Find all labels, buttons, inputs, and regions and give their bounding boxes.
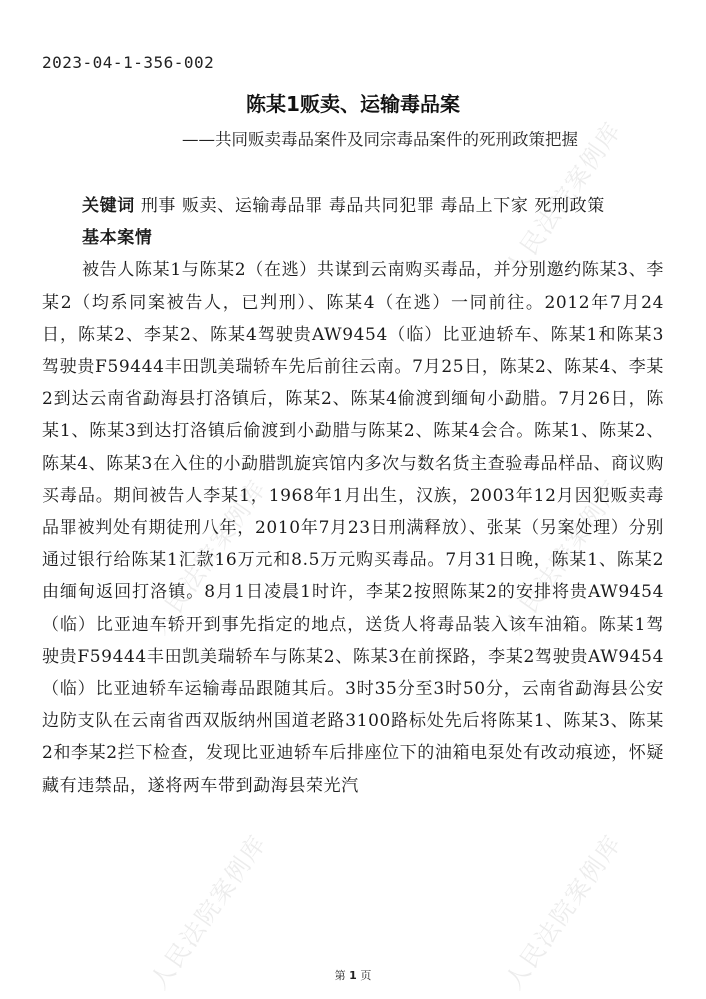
case-paragraph: 被告人陈某1与陈某2（在逃）共谋到云南购买毒品，并分别邀约陈某3、李某2（均系同案被告人，已判刑）、陈某4（在逃）一同前往。2012年7月24日，陈某2、李某2、陈某4驾驶贵AW9454（临）比亚迪轿车、陈某1和陈某3驾驶贵F59444丰田凯美瑞轿车先后前往云南。7月25日，陈某2、陈某4、李某2到达云南省勐海县打洛镇后，陈某2、陈某4偷渡到缅甸小勐腊。7月26日，陈某1、陈某3到达打洛镇后偷渡到小勐腊与陈某2、陈某4会合。陈某1、陈某2、陈某4、陈某3在入住的小勐腊凯旋宾馆内多次与数名货主查验毒品样品、商议购买毒品。期间被告人李某1，1968年1月出生，汉族，2003年12月因犯贩卖毒品罪被判处有期徒刑八年，2010年7月23日刑满释放）、张某（另案处理）分别通过银行给陈某1汇款16万元和8.5万元购买毒品。7月31日晚，陈某1、陈某2由缅甸返回打洛镇。8月1日凌晨1时许，李某2按照陈某2的安排将贵AW9454（临）比亚迪车轿开到事先指定的地点，送货人将毒品装入该车油箱。陈某1驾驶贵F59444丰田凯美瑞轿车与陈某2、陈某3在前探路，李某2驾驶贵AW9454（临）比亚迪轿车运输毒品跟随其后。3时35分至3时50分，云南省勐海县公安边防支队在云南省西双版纳州国道老路3100路标处先后将陈某1、陈某3、陈某2和李某2拦下检查，发现比亚迪轿车后排座位下的油箱电泵处有改动痕迹，怀疑藏有违禁品，遂将两车带到勐海县荣光汽 [42,260,664,796]
page-number: 1 [349,969,357,982]
keywords-label: 关键词 [82,196,135,216]
watermark: 人民法院案例库 [499,116,628,282]
footer-prefix: 第 [334,969,350,982]
keywords-text: 刑事 贩卖、运输毒品罪 毒品共同犯罪 毒品上下家 死刑政策 [134,196,605,216]
watermark: 人民法院案例库 [144,474,273,640]
document-id: 2023-04-1-356-002 [42,53,215,72]
watermark: 人民法院案例库 [499,474,628,640]
document-body [42,190,664,802]
page-footer [0,967,706,983]
keywords-line [42,190,664,222]
page-subtitle: ——共同贩卖毒品案件及同宗毒品案件的死刑政策把握 [182,130,578,149]
watermark: 人民法院案例库 [499,829,628,995]
page-title: 陈某1贩卖、运输毒品案 [246,92,460,116]
footer-suffix: 页 [356,969,372,982]
watermark: 人民法院案例库 [144,829,273,995]
section-heading: 基本案情 [82,228,153,249]
